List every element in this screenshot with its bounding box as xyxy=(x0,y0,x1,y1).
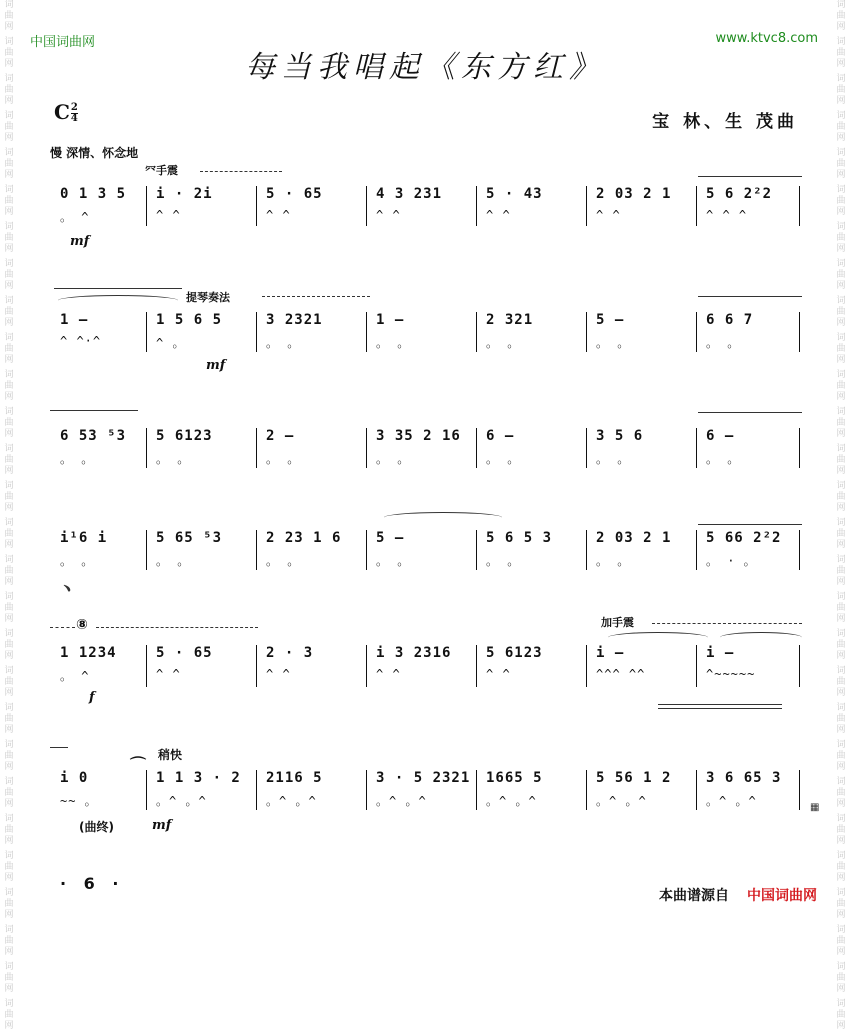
tie-line-7 xyxy=(50,747,68,748)
barline xyxy=(366,530,367,570)
footer-source-label: 本曲谱源自 xyxy=(659,888,729,904)
measure xyxy=(592,186,694,226)
measure-notes: 4 3 231 xyxy=(376,186,443,202)
watermark-text: 词曲网 xyxy=(4,666,14,698)
measure xyxy=(702,770,798,810)
measure-marks: 。 · 。 xyxy=(706,554,757,568)
score-system-2 xyxy=(50,312,800,352)
measure xyxy=(56,770,144,810)
barline xyxy=(476,312,477,352)
watermark-text: 词曲网 xyxy=(836,444,846,476)
measure-marks: ^ ^ xyxy=(266,208,291,222)
watermark-text: 词曲网 xyxy=(4,407,14,439)
breath-mark: ﹅ xyxy=(62,584,72,595)
measure-marks: 。 。 xyxy=(596,452,631,466)
measure-notes: 1 5 6 5 xyxy=(156,312,223,328)
tie-line-1 xyxy=(698,176,802,177)
barline xyxy=(366,312,367,352)
watermark-text: 词曲网 xyxy=(4,37,14,69)
measure xyxy=(262,645,364,687)
watermark-text: 词曲网 xyxy=(4,888,14,920)
footer-source xyxy=(659,885,817,905)
measure-marks: 。^ 。^ xyxy=(266,794,317,808)
measure-marks: ^ ^ xyxy=(376,667,401,681)
watermark-text: 词曲网 xyxy=(4,296,14,328)
barline xyxy=(256,645,257,687)
measure-marks: 。 。 xyxy=(486,336,521,350)
watermark-text: 词曲网 xyxy=(4,703,14,735)
barline xyxy=(696,186,697,226)
measure xyxy=(482,770,584,810)
trill-annotation-1: 㓁手震 xyxy=(145,164,178,177)
measure xyxy=(592,645,694,687)
measure-notes: 5 – xyxy=(376,530,405,546)
slur-4 xyxy=(720,632,802,643)
measure-marks: 。^ 。^ xyxy=(486,794,537,808)
measure-marks: ^ ^ xyxy=(486,208,511,222)
barline xyxy=(586,312,587,352)
barline xyxy=(146,428,147,468)
watermark-text: 词曲网 xyxy=(4,740,14,772)
watermark-text: 词曲网 xyxy=(836,333,846,365)
measure-marks: 。 。 xyxy=(376,452,411,466)
barline xyxy=(476,530,477,570)
watermark-text: 词曲网 xyxy=(4,481,14,513)
double-line-b xyxy=(658,708,782,709)
barline xyxy=(696,530,697,570)
measure xyxy=(592,770,694,810)
measure-notes: i 3 2316 xyxy=(376,645,452,661)
measure-marks: 。 。 xyxy=(706,452,741,466)
watermark-text: 词曲网 xyxy=(4,111,14,143)
measure-notes: 6 6 7 xyxy=(706,312,754,328)
measure-notes: 1 – xyxy=(376,312,405,328)
measure-marks: 。^ 。^ xyxy=(376,794,427,808)
watermark-text: 词曲网 xyxy=(836,777,846,809)
measure-marks: ^ ^ xyxy=(486,667,511,681)
watermark-text: 词曲网 xyxy=(836,481,846,513)
barline xyxy=(256,428,257,468)
barline xyxy=(366,645,367,687)
measure xyxy=(372,312,474,352)
measure-marks: ^ ^ xyxy=(156,667,181,681)
barline xyxy=(696,428,697,468)
trill-annotation-2: 加手震 xyxy=(601,616,634,629)
measure-marks: 。 。 xyxy=(60,554,95,568)
measure-notes: 6 – xyxy=(486,428,515,444)
measure xyxy=(702,312,798,352)
barline xyxy=(696,645,697,687)
measure xyxy=(152,645,254,687)
barline-end xyxy=(799,530,800,570)
score-system-4 xyxy=(50,530,800,570)
watermark-text: 词曲网 xyxy=(836,148,846,180)
measure xyxy=(372,428,474,468)
measure-marks: 。 。 xyxy=(596,554,631,568)
measure-marks: 。 。 xyxy=(60,452,95,466)
time-top: 2 xyxy=(70,102,78,113)
watermark-text: 词曲网 xyxy=(836,703,846,735)
watermark-text: 词曲网 xyxy=(836,851,846,883)
measure xyxy=(152,530,254,570)
watermark-text: 词曲网 xyxy=(4,370,14,402)
watermark-text: 词曲网 xyxy=(836,0,846,32)
measure-notes: 2 321 xyxy=(486,312,534,328)
measure-notes: 1 1234 xyxy=(60,645,117,661)
barline xyxy=(146,530,147,570)
measure-notes: 5 65 ⁵3 xyxy=(156,530,223,546)
measure-notes: i 0 xyxy=(60,770,89,786)
watermark-text: 词曲网 xyxy=(4,999,14,1031)
barline xyxy=(366,770,367,810)
measure-notes: 0 1 3 5 xyxy=(60,186,127,202)
watermark-text: 词曲网 xyxy=(4,925,14,957)
tie-line-5 xyxy=(698,412,802,413)
barline xyxy=(586,186,587,226)
watermark-text: 词曲网 xyxy=(836,740,846,772)
left-watermark-strip xyxy=(2,0,16,1031)
watermark-text: 词曲网 xyxy=(4,74,14,106)
measure xyxy=(592,428,694,468)
measure xyxy=(702,428,798,468)
watermark-text: 词曲网 xyxy=(4,592,14,624)
measure-notes: 2 23 1 6 xyxy=(266,530,342,546)
watermark-text: 词曲网 xyxy=(4,185,14,217)
measure-notes: 5 6 5 3 xyxy=(486,530,553,546)
measure-notes: 2 – xyxy=(266,428,295,444)
harp-annotation: 提琴奏法 xyxy=(186,291,230,304)
watermark-text: 词曲网 xyxy=(836,962,846,994)
barline xyxy=(146,186,147,226)
measure-notes: 1 1 3 · 2 xyxy=(156,770,241,786)
measure-marks: 。 。 xyxy=(266,452,301,466)
measure-notes: i¹6 i xyxy=(60,530,108,546)
watermark-text: 词曲网 xyxy=(836,518,846,550)
barline xyxy=(256,770,257,810)
measure xyxy=(482,312,584,352)
measure-notes: 6 – xyxy=(706,428,735,444)
score-system-3 xyxy=(50,428,800,468)
watermark-text: 词曲网 xyxy=(836,666,846,698)
rehearsal-line-left xyxy=(50,627,75,628)
watermark-text: 词曲网 xyxy=(836,296,846,328)
measure-notes: 5 56 1 2 xyxy=(596,770,672,786)
measure-notes: 3 5 6 xyxy=(596,428,644,444)
watermark-text: 词曲网 xyxy=(4,555,14,587)
tempo-marking: 慢 深情、怀念地 xyxy=(50,146,139,160)
measure xyxy=(262,312,364,352)
measure-marks: 。 。 xyxy=(706,336,741,350)
watermark-text: 词曲网 xyxy=(836,925,846,957)
measure-notes: i – xyxy=(706,645,735,661)
slur-3 xyxy=(608,632,708,643)
barline xyxy=(586,428,587,468)
measure xyxy=(702,186,798,226)
barline-end xyxy=(799,770,800,810)
measure xyxy=(56,530,144,570)
watermark-text: 词曲网 xyxy=(836,74,846,106)
measure xyxy=(152,770,254,810)
barline xyxy=(366,186,367,226)
watermark-text: 词曲网 xyxy=(836,370,846,402)
watermark-text: 词曲网 xyxy=(836,407,846,439)
key-signature xyxy=(54,100,78,124)
measure-marks: 。 。 xyxy=(266,336,301,350)
measure xyxy=(482,645,584,687)
watermark-text: 词曲网 xyxy=(836,37,846,69)
measure-marks: ^ ^ xyxy=(376,208,401,222)
dynamic-mf-2: mf xyxy=(206,358,226,373)
measure-notes: 3 35 2 16 xyxy=(376,428,461,444)
watermark-text: 词曲网 xyxy=(836,999,846,1031)
page-number: · 6 · xyxy=(60,874,125,893)
dynamic-mf-3: mf xyxy=(152,818,172,833)
measure-marks: 。 。 xyxy=(596,336,631,350)
barline xyxy=(696,770,697,810)
measure-notes: 5 · 43 xyxy=(486,186,543,202)
site-name-header[interactable]: 中国词曲网 xyxy=(30,35,96,50)
barline xyxy=(256,312,257,352)
end-marking: (曲终) xyxy=(79,820,114,834)
tie-line-6 xyxy=(698,524,802,525)
barline xyxy=(696,312,697,352)
footer-brand-link[interactable]: 中国词曲网 xyxy=(747,888,817,904)
measure-marks: ^ ^ xyxy=(266,667,291,681)
measure-notes: i · 2i xyxy=(156,186,213,202)
fast-annotation: 稍快 xyxy=(158,748,183,762)
measure xyxy=(372,186,474,226)
measure xyxy=(372,770,474,810)
trill-extension-line-2 xyxy=(652,623,802,624)
measure-marks: ^ ^ xyxy=(596,208,621,222)
measure-notes: 5 · 65 xyxy=(266,186,323,202)
watermark-text: 词曲网 xyxy=(836,629,846,661)
barline xyxy=(476,428,477,468)
measure-marks: 。 。 xyxy=(156,554,191,568)
measure xyxy=(56,186,144,226)
time-signature xyxy=(71,103,78,124)
site-url-header[interactable]: www.ktvc8.com xyxy=(715,31,818,46)
measure xyxy=(262,186,364,226)
barline xyxy=(586,645,587,687)
measure-notes: 5 6123 xyxy=(156,428,213,444)
measure xyxy=(372,645,474,687)
measure-notes: 5 · 65 xyxy=(156,645,213,661)
song-title: 每当我唱起《东方红》 xyxy=(245,50,605,85)
measure xyxy=(56,312,144,352)
measure xyxy=(262,770,364,810)
measure-notes: 2 · 3 xyxy=(266,645,314,661)
dynamic-f: f xyxy=(89,690,95,705)
measure-marks: 。 ^ xyxy=(60,669,90,683)
barline xyxy=(586,530,587,570)
measure-marks: ^ 。 xyxy=(156,336,186,350)
measure-marks: 。 。 xyxy=(266,554,301,568)
measure-notes: 5 6 2²2 xyxy=(706,186,773,202)
watermark-text: 词曲网 xyxy=(4,333,14,365)
rehearsal-mark: ⑧ xyxy=(76,617,88,633)
measure xyxy=(152,312,254,352)
measure-marks: 。^ 。^ xyxy=(706,794,757,808)
tie-line-4 xyxy=(50,410,138,411)
measure xyxy=(152,186,254,226)
watermark-text: 词曲网 xyxy=(836,259,846,291)
watermark-text: 词曲网 xyxy=(836,888,846,920)
measure-marks: 。 。 xyxy=(486,554,521,568)
measure xyxy=(482,428,584,468)
barline xyxy=(476,645,477,687)
measure-notes: 6 53 ⁵3 xyxy=(60,428,127,444)
measure-notes: 5 66 2²2 xyxy=(706,530,782,546)
barline xyxy=(256,530,257,570)
measure xyxy=(702,645,798,687)
watermark-text: 词曲网 xyxy=(4,444,14,476)
score-system-5 xyxy=(50,645,800,687)
measure xyxy=(152,428,254,468)
measure-notes: 1 – xyxy=(60,312,89,328)
harp-extension-line xyxy=(262,296,370,297)
watermark-text: 词曲网 xyxy=(4,629,14,661)
measure-notes: 3 2321 xyxy=(266,312,323,328)
measure-notes: i – xyxy=(596,645,625,661)
trill-extension-line-1 xyxy=(200,171,282,172)
barline xyxy=(256,186,257,226)
measure-notes: 2 03 2 1 xyxy=(596,530,672,546)
fermata-mark: ⌒ xyxy=(130,755,147,774)
barline xyxy=(586,770,587,810)
measure-marks: ^^^ ^^ xyxy=(596,667,646,681)
watermark-text: 词曲网 xyxy=(836,592,846,624)
measure-notes: 2116 5 xyxy=(266,770,323,786)
tie-line-2 xyxy=(54,288,182,289)
barline xyxy=(366,428,367,468)
measure xyxy=(482,530,584,570)
corner-glyph: ▦ xyxy=(810,802,820,813)
barline xyxy=(146,770,147,810)
watermark-text: 词曲网 xyxy=(4,518,14,550)
measure-marks: 。 。 xyxy=(486,452,521,466)
measure-notes: 5 6123 xyxy=(486,645,543,661)
measure xyxy=(702,530,798,570)
barline-end xyxy=(799,312,800,352)
slur-1 xyxy=(58,295,178,306)
measure xyxy=(262,428,364,468)
watermark-text: 词曲网 xyxy=(4,962,14,994)
measure xyxy=(592,312,694,352)
measure-marks: 。 。 xyxy=(376,554,411,568)
rehearsal-line-right xyxy=(96,627,258,628)
measure xyxy=(372,530,474,570)
time-bottom: 4 xyxy=(70,113,78,124)
measure-marks: ^ ^·^ xyxy=(60,334,102,348)
measure-notes: 5 – xyxy=(596,312,625,328)
score-system-1 xyxy=(50,186,800,226)
watermark-text: 词曲网 xyxy=(4,148,14,180)
measure xyxy=(592,530,694,570)
measure-notes: 3 6 65 3 xyxy=(706,770,782,786)
measure xyxy=(482,186,584,226)
watermark-text: 词曲网 xyxy=(836,814,846,846)
measure-marks: ^ ^ xyxy=(156,208,181,222)
measure-marks: 。^ 。^ xyxy=(596,794,647,808)
measure xyxy=(262,530,364,570)
watermark-text: 词曲网 xyxy=(836,111,846,143)
measure-marks: 。 。 xyxy=(156,452,191,466)
barline xyxy=(476,186,477,226)
watermark-text: 词曲网 xyxy=(4,777,14,809)
barline-end xyxy=(799,428,800,468)
barline xyxy=(476,770,477,810)
measure-marks: ^ ^ ^ xyxy=(706,208,748,222)
watermark-text: 词曲网 xyxy=(4,814,14,846)
measure-marks: ^~~~~~ xyxy=(706,667,756,681)
measure-marks: 。^ 。^ xyxy=(156,794,207,808)
barline-end xyxy=(799,645,800,687)
score-system-6 xyxy=(50,770,800,810)
dynamic-mf-1: mf xyxy=(70,234,90,249)
barline-end xyxy=(799,186,800,226)
slur-2 xyxy=(384,512,502,523)
watermark-text: 词曲网 xyxy=(4,851,14,883)
composer-credit: 宝 林、生 茂曲 xyxy=(652,112,798,132)
measure-marks: 。 。 xyxy=(376,336,411,350)
measure xyxy=(56,645,144,687)
watermark-text: 词曲网 xyxy=(4,222,14,254)
barline xyxy=(146,312,147,352)
tie-line-3 xyxy=(698,296,802,297)
measure-notes: 2 03 2 1 xyxy=(596,186,672,202)
measure-notes: 3 · 5 2321 xyxy=(376,770,471,786)
measure xyxy=(56,428,144,468)
measure-marks: ~~ 。 xyxy=(60,794,98,808)
watermark-text: 词曲网 xyxy=(836,185,846,217)
measure-notes: 1665 5 xyxy=(486,770,543,786)
watermark-text: 词曲网 xyxy=(836,222,846,254)
double-line-a xyxy=(658,704,782,705)
measure-marks: 。 ^ xyxy=(60,210,90,224)
watermark-text: 词曲网 xyxy=(4,0,14,32)
barline xyxy=(146,645,147,687)
key-note: C xyxy=(54,100,70,124)
watermark-text: 词曲网 xyxy=(836,555,846,587)
right-watermark-strip xyxy=(834,0,848,1031)
watermark-text: 词曲网 xyxy=(4,259,14,291)
